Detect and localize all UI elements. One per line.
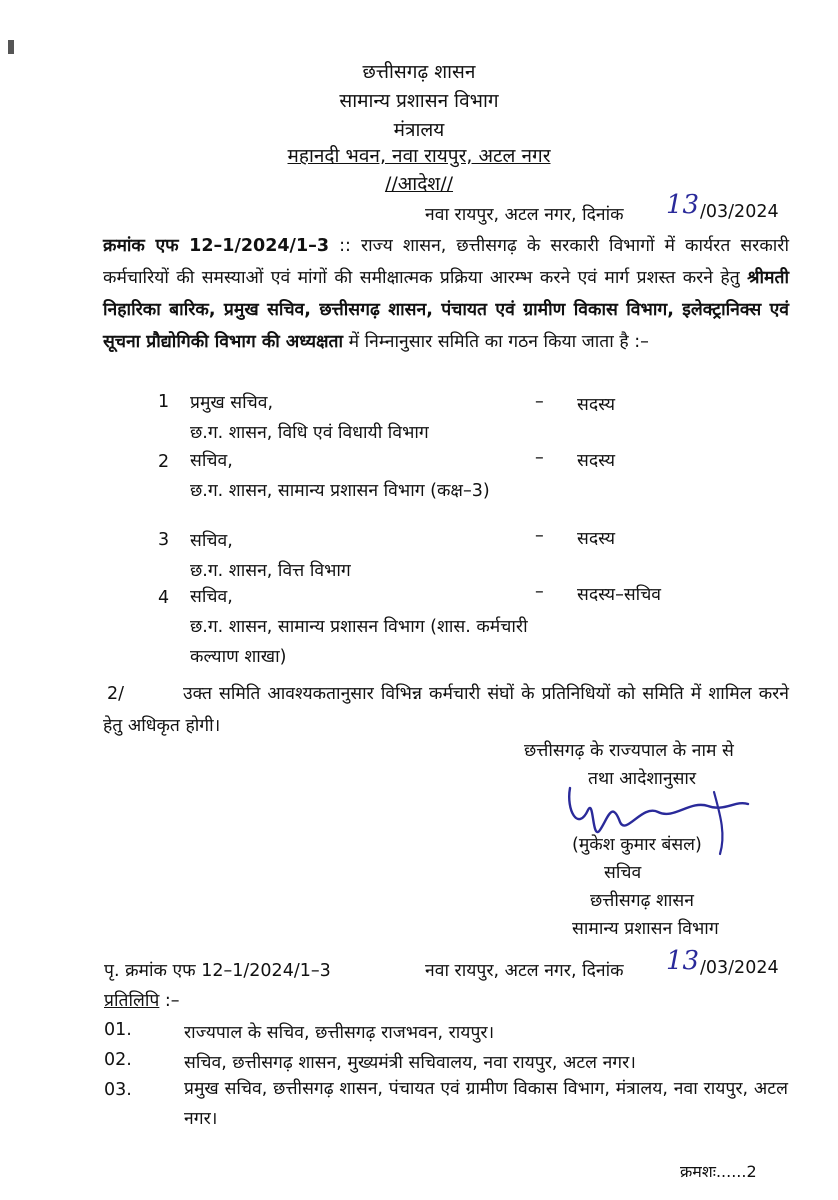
header-department: सामान्य प्रशासन विभाग [339, 90, 499, 112]
signatory-name: (मुकेश कुमार बंसल) [572, 835, 702, 855]
member-number: 4 [158, 588, 170, 608]
signatory-department: सामान्य प्रशासन विभाग [572, 919, 719, 939]
copy-item-text: प्रमुख सचिव, छत्तीसगढ़ शासन, पंचायत एवं ग्रामीण विकास विभाग, मंत्रालय, नवा रायपुर, अटल नगर। [184, 1079, 788, 1129]
member-line-2: छ.ग. शासन, सामान्य प्रशासन विभाग (कक्ष–3) [190, 481, 490, 501]
para2-text: उक्त समिति आवश्यकतानुसार विभिन्न कर्मचारी संघों के प्रतिनिधियों को समिति में शामिल करने हेतु अधिकृत होगी। [103, 684, 789, 736]
signatory-designation: सचिव [604, 863, 642, 883]
member-dash: – [535, 582, 544, 602]
order-chair: श्रीमती निहारिका बारिक, प्रमुख सचिव, छत्तीसगढ़ शासन, पंचायत एवं ग्रामीण विकास विभाग, इलेक्ट्रानिक्स एवं सूचना प्रौद्योगिकी विभाग की अध्यक्षता [103, 268, 789, 352]
order-text-1: राज्य शासन, छत्तीसगढ़ के सरकारी विभागों में कार्यरत सरकारी कर्मचारियों की समस्याओं एवं मांगों की समीक्षात्मक प्रक्रिया आरम्भ करने एवं मार्ग प्रशस्त करने हेतु [103, 236, 789, 288]
member-role: सदस्य–सचिव [577, 585, 662, 605]
copy-heading-label: प्रतिलिपि [104, 991, 160, 1011]
member-text [190, 388, 535, 448]
date-month-year: /03/2024 [700, 202, 779, 222]
member-line-1: सचिव, [190, 451, 233, 471]
copy-heading [104, 988, 180, 1012]
header-govt: छत्तीसगढ़ शासन [362, 61, 476, 83]
member-dash: – [535, 526, 544, 546]
copy-item-text: सचिव, छत्तीसगढ़ शासन, मुख्यमंत्री सचिवालय, नवा रायपुर, अटल नगर। [184, 1053, 636, 1073]
member-role: सदस्य [577, 451, 616, 471]
order-paragraph [103, 230, 789, 358]
para2-number: 2/ [107, 684, 125, 704]
member-line-2: छ.ग. शासन, सामान्य प्रशासन विभाग (शास. कर्मचारी कल्याण शाखा) [190, 617, 528, 667]
member-number: 2 [158, 452, 170, 472]
order-sep: :: [329, 236, 361, 256]
copy-item-number: 01. [104, 1020, 132, 1040]
signatory-line-2: तथा आदेशानुसार [588, 769, 697, 789]
member-role: सदस्य [577, 395, 616, 415]
copy-date-day-handwritten: 13 [666, 946, 700, 976]
signatory-govt: छत्तीसगढ़ शासन [590, 891, 694, 911]
copy-item-number: 03. [104, 1080, 132, 1100]
member-role: सदस्य [577, 529, 616, 549]
order-text-2: में निम्नानुसार समिति का गठन किया जाता है :– [343, 332, 649, 352]
member-line-2: छ.ग. शासन, विधि एवं विधायी विभाग [190, 423, 429, 443]
copy-heading-suffix: :– [159, 991, 180, 1011]
member-number: 1 [158, 392, 170, 412]
order-ref: क्रमांक एफ 12–1/2024/1–3 [103, 236, 330, 256]
edge-mark [8, 40, 14, 54]
member-line-1: प्रमुख सचिव, [190, 393, 274, 413]
member-number: 3 [158, 530, 170, 550]
member-line-1: सचिव, [190, 531, 233, 551]
continued-marker: क्रमशः......2 [680, 1162, 757, 1181]
copy-date-month-year: /03/2024 [700, 958, 779, 978]
copy-item-text: राज्यपाल के सचिव, छत्तीसगढ़ राजभवन, रायपुर। [184, 1023, 495, 1043]
date-prefix: नवा रायपुर, अटल नगर, दिनांक [425, 205, 624, 225]
member-line-1: सचिव, [190, 587, 233, 607]
member-line-2: छ.ग. शासन, वित्त विभाग [190, 561, 351, 581]
signatory-line-1: छत्तीसगढ़ के राज्यपाल के नाम से [524, 741, 734, 761]
member-dash: – [535, 392, 544, 412]
copy-ref: पृ. क्रमांक एफ 12–1/2024/1–3 [104, 961, 331, 981]
member-text [190, 526, 535, 586]
copy-item-number: 02. [104, 1050, 132, 1070]
copy-date-prefix: नवा रायपुर, अटल नगर, दिनांक [425, 961, 624, 981]
header-doc-type: //आदेश// [384, 173, 454, 195]
date-day-handwritten: 13 [666, 190, 700, 220]
header-address: महानदी भवन, नवा रायपुर, अटल नगर [287, 145, 551, 167]
member-text [190, 446, 535, 506]
member-text [190, 582, 535, 672]
member-dash: – [535, 448, 544, 468]
header-office: मंत्रालय [393, 119, 445, 141]
